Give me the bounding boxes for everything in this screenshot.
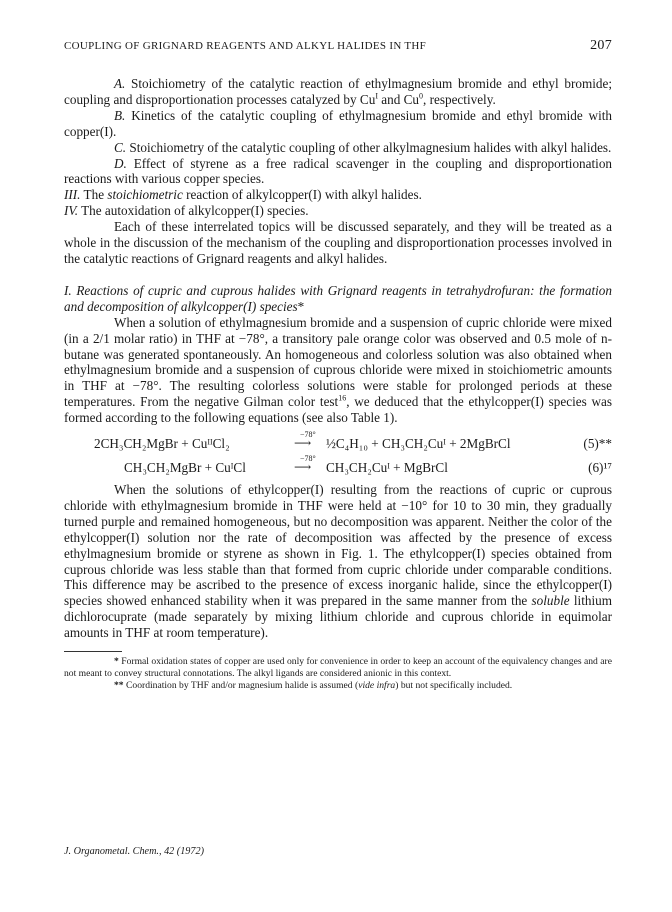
footnote-1: * Formal oxidation states of copper are used only for convenience in order to keep an account of the equivalency changes and are not meant to convey structural connotations. The alkyl ligands are considered anionic in this context. [64, 656, 613, 680]
outline-item-a: A. Stoichiometry of the catalytic reaction of ethylmagnesium bromide and ethyl bromide; coupling and disproportionation processes catalyzed by $Cu^I$ and Cu$^0$, respectively. [64, 76, 612, 107]
outline-item-iv: IV. The autoxidation of alkylcopper(I) species. [64, 203, 309, 219]
paragraph-formation: When a solution of ethylmagnesium bromide and a suspension of cupric chloride were mixed (in a 2/1 molar ratio) in THF at −78°, a transitory pale orange color was observed and 0.5 mole of n-butane was generated spontaneously. An homogeneous and colorless solution was also obtained when ethylmagnesium bromide and a suspension of cuprous chloride were mixed in stoichiometric amounts in THF at −78°. The resulting colorless solutions were stable for prolonged periods at these temperatures. From the negative Gilman color test$^{16}$, we deduced that the ethylcopper(I) species was formed according to the following equations (see also Table 1). [64, 314, 612, 426]
outline-item-iii: III. The stoichiometric reaction of alkylcopper(I) with alkyl halides. [64, 187, 422, 203]
running-title: COUPLING OF GRIGNARD REAGENTS AND ALKYL HALIDES IN THF [64, 40, 427, 52]
journal-citation: J. Organometal. Chem., 42 (1972) [64, 846, 204, 857]
reaction-arrow: −78° ⟶ [294, 430, 316, 451]
page-number: 207 [590, 38, 612, 53]
outline-item-d: D. Effect of styrene as a free radical scavenger in the coupling and disproportionation reactions with various copper species. [64, 155, 613, 187]
footnote-divider [64, 651, 122, 652]
outline-item-b: B. Kinetics of the catalytic coupling of ethylmagnesium bromide and ethyl bromide with copper(I). [64, 107, 612, 139]
main-text [64, 76, 612, 692]
section-heading: I. Reactions of cupric and cuprous halides with Grignard reagents in tetrahydrofuran: the formation and decomposition of alkylcopper(I) species* [64, 282, 612, 314]
equation-5: 2CH₃CH₂MgBr + CuᴵᴵCl₂ −78° ⟶ ½C₄H₁₀ + CH₃CH₂Cuᴵ + 2MgBrCl (5)** [94, 430, 612, 452]
footnote-2: ** Coordination by THF and/or magnesium halide is assumed (vide infra) but not specifically included. [114, 680, 513, 692]
outline-item-c: C. Stoichiometry of the catalytic coupling of other alkylmagnesium halides with alkyl halides. [114, 139, 612, 155]
reaction-arrow: −78° ⟶ [294, 454, 316, 475]
equation-6: CH₃CH₂MgBr + CuᴵCl −78° ⟶ CH₃CH₂Cuᴵ + MgBrCl (6)¹⁷ [124, 454, 612, 476]
paragraph-interrelated: Each of these interrelated topics will be discussed separately, and they will be treated as a whole in the discussion of the mechanism of the coupling and disproportionation processes involved in the catalytic reactions of Grignard reagents and alkyl halides. [64, 219, 612, 266]
paragraph-decomposition: When the solutions of ethylcopper(I) resulting from the reactions of cupric or cuprous chloride with ethylmagnesium bromide in THF were held at −10° for 10 to 30 min, they gradually turned purple and remained homogeneous, but no decomposition was apparent. Neither the color of the ethylcopper(I) solution nor the rate of decomposition was affected by the presence of excess ethylmagnesium bromide or styrene as shown in Fig. 1. The ethylcopper(I) species obtained from cuprous chloride was less stable than that formed from cupric chloride under comparable conditions. This difference may be ascribed to the presence of excess inorganic halide, since the ethylcopper(I) species showed enhanced stability when it was prepared in the same manner from the soluble lithium dichlorocuprate (made separately by mixing lithium chloride and cuprous chloride in equimolar amounts in THF at room temperature). [64, 482, 612, 641]
